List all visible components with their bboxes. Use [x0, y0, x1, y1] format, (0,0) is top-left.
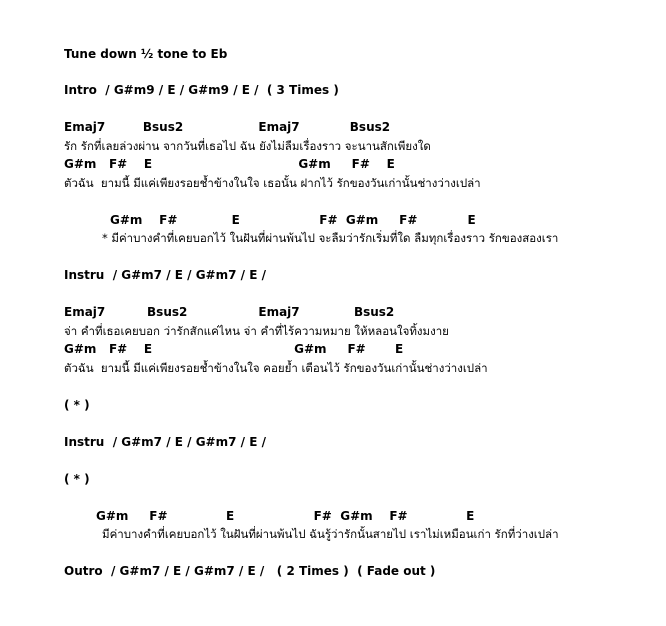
verse1-lyrics-2: ตัวฉัน ยามนี้ มีแค่เพียงรอยช้ำข้างในใจ เธอนั้น ฝากไว้ รักของวันเก่านั้นช่างว่างเปล่า: [64, 176, 481, 190]
verse2-chords-1: Emaj7 Bsus2 Emaj7 Bsus2: [64, 305, 395, 319]
tuning-note: Tune down ½ tone to Eb: [64, 47, 228, 61]
final-chorus-chords: G#m F# E F# G#m F# E: [96, 509, 475, 523]
outro-chords: Outro / G#m7 / E / G#m7 / E / ( 2 Times ) ( Fade out ): [64, 564, 436, 578]
instru-chords-1: Instru / G#m7 / E / G#m7 / E /: [64, 268, 266, 282]
instru-chords-2: Instru / G#m7 / E / G#m7 / E /: [64, 435, 266, 449]
verse1-chords-1: Emaj7 Bsus2 Emaj7 Bsus2: [64, 120, 391, 134]
verse2-chords-2: G#m F# E G#m F# E: [64, 342, 404, 356]
intro-chords: Intro / G#m9 / E / G#m9 / E / ( 3 Times ): [64, 83, 339, 97]
chorus-lyrics: * มีค่าบางคำที่เคยบอกไว้ ในฝันที่ผ่านพ้นไป จะลืมว่ารักเริ่มที่ใด ลืมทุกเรื่องราว รักของสองเรา: [102, 231, 559, 245]
verse2-lyrics-2: ตัวฉัน ยามนี้ มีแค่เพียงรอยช้ำข้างในใจ คอยย้ำ เตือนไว้ รักของวันเก่านั้นช่างว่างเปล่า: [64, 361, 488, 375]
final-chorus-lyrics: มีค่าบางคำที่เคยบอกไว้ ในฝันที่ผ่านพ้นไป ฉันรู้ว่ารักนั้นสายไป เราไม่เหมือนเก่า รักที่ว่างเปล่า: [102, 527, 559, 541]
chorus-repeat-2: ( * ): [64, 472, 90, 486]
verse1-chords-2: G#m F# E G#m F# E: [64, 157, 395, 171]
verse1-lyrics-1: รัก รักที่เลยล่วงผ่าน จากวันที่เธอไป ฉัน ยังไม่ลืมเรื่องราว จะนานสักเพียงใด: [64, 139, 431, 153]
chorus-repeat-1: ( * ): [64, 398, 90, 412]
chorus-chords: G#m F# E F# G#m F# E: [110, 213, 476, 227]
verse2-lyrics-1: จ่า คำที่เธอเคยบอก ว่ารักสักแค่ไหน จ่า คำที่ไร้ความหมาย ให้หลอนใจทิ้งมงาย: [64, 324, 449, 338]
